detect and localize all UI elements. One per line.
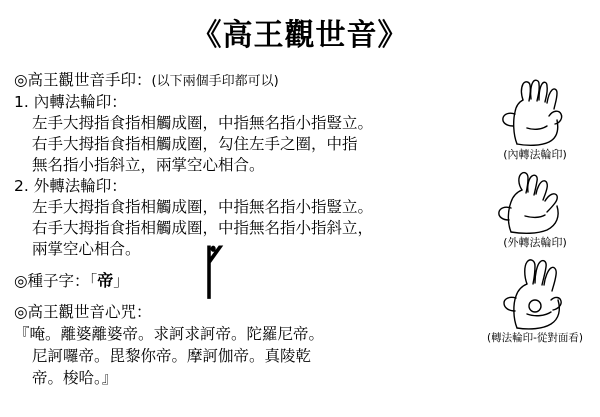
item1-label: 內轉法輪印： <box>33 93 127 111</box>
figure-wheel-front-caption: (轉法輪印-從對面看) <box>487 332 583 344</box>
seed-syllable-line <box>14 270 480 292</box>
item1-heading <box>14 92 480 113</box>
mudra-heading-text: ◎高王觀世音手印： <box>14 71 152 89</box>
document-page <box>0 10 600 417</box>
siddham-glyph: ᚵ <box>198 238 229 306</box>
mantra-line-2: 尼訶囉帝。毘黎你帝。摩訶伽帝。真陵乾 <box>32 347 312 365</box>
item1-number: 1. <box>14 93 29 111</box>
item1-line-3: 無名指小指斜立，兩掌空心相合。 <box>32 156 265 174</box>
figure-inner-wheel-caption: (內轉法輪印) <box>503 148 567 161</box>
mantra-heading: ◎高王觀世音心咒： <box>14 303 152 321</box>
item1-line-2: 右手大拇指食指相觸成圈，勾住左手之圈，中指 <box>32 135 358 153</box>
item2-line-2: 右手大拇指食指相觸成圈，中指無名指小指斜立， <box>32 219 374 237</box>
item2-line-3: 兩掌空心相合。 <box>32 240 141 258</box>
page-title: 《高王觀世音》 <box>191 18 409 53</box>
inner-wheel-mudra-icon <box>487 76 583 148</box>
wheel-mudra-front-view-icon <box>487 256 583 332</box>
figure-outer-wheel-mudra <box>474 168 596 250</box>
mudra-heading <box>14 70 480 92</box>
item1-line-1: 左手大拇指食指相觸成圈，中指無名指小指豎立。 <box>32 114 374 132</box>
figure-outer-wheel-caption: (外轉法輪印) <box>503 236 567 249</box>
document-body <box>14 70 480 389</box>
mudra-heading-note: (以下兩個手印都可以) <box>151 74 279 89</box>
figure-column <box>474 76 596 351</box>
outer-wheel-mudra-icon <box>487 168 583 236</box>
item2-label: 外轉法輪印： <box>33 177 127 195</box>
item2-line-1: 左手大拇指食指相觸成圈，中指無名指小指豎立。 <box>32 198 374 216</box>
seed-prefix: ◎種子字：「 <box>14 272 98 290</box>
seed-suffix: 」 <box>113 272 129 290</box>
mantra-line-3: 帝。梭哈。』 <box>32 369 118 387</box>
item2-number: 2. <box>14 177 29 195</box>
figure-inner-wheel-mudra <box>474 76 596 162</box>
figure-wheel-mudra-front <box>474 256 596 345</box>
seed-syllable: 帝 <box>97 271 114 290</box>
item2-heading <box>14 176 480 197</box>
mantra-line-1: 『唵。離婆離婆帝。求訶求訶帝。陀羅尼帝。 <box>14 325 325 343</box>
